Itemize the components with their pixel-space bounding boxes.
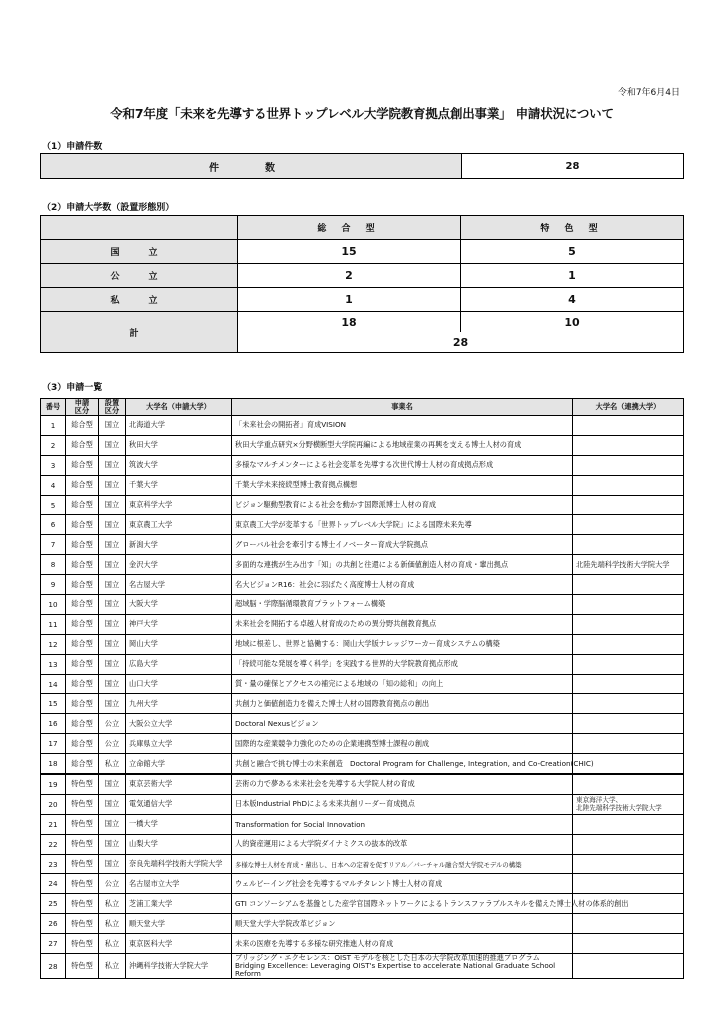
setting-type: 公立 <box>99 874 126 894</box>
setting-type: 私立 <box>99 954 126 979</box>
project-name: 未来の医療を先導する多様な研究推進人材の育成 <box>232 934 573 954</box>
applicant-university: 奈良先端科学技術大学院大学 <box>126 854 232 874</box>
application-type: 総合型 <box>66 555 99 575</box>
tokushoku-value: 5 <box>461 240 684 264</box>
table-row <box>41 515 684 535</box>
application-type: 特色型 <box>66 914 99 934</box>
project-name: 質・量の確保とアクセスの補完による地域の「知の総和」の向上 <box>232 674 573 694</box>
row-number: 20 <box>41 794 66 814</box>
table-row <box>41 754 684 774</box>
application-type: 総合型 <box>66 634 99 654</box>
setting-type: 国立 <box>99 614 126 634</box>
project-name: 超域脳・学際脳循環教育プラットフォーム構築 <box>232 595 573 615</box>
table-row <box>41 794 684 814</box>
row-number: 1 <box>41 416 66 436</box>
row-number: 26 <box>41 914 66 934</box>
applicant-university: 筑波大学 <box>126 455 232 475</box>
corner-cell <box>41 216 238 240</box>
applicant-university: 秋田大学 <box>126 435 232 455</box>
application-type: 総合型 <box>66 416 99 436</box>
col-partner: 大学名（連携大学） <box>573 399 684 416</box>
row-number: 25 <box>41 894 66 914</box>
setting-type: 国立 <box>99 515 126 535</box>
table-row <box>41 874 684 894</box>
partner-university <box>573 934 684 954</box>
university-count-table <box>40 215 684 353</box>
applicant-university: 兵庫県立大学 <box>126 734 232 754</box>
col-univ: 大学名（申請大学） <box>126 399 232 416</box>
row-label: 公 立 <box>41 264 238 288</box>
table-row <box>41 555 684 575</box>
table-row <box>41 834 684 854</box>
project-name: ビジョン駆動型教育による社会を動かす国際派博士人材の育成 <box>232 495 573 515</box>
partner-university <box>573 914 684 934</box>
table-row <box>41 495 684 515</box>
applicant-university: 広島大学 <box>126 654 232 674</box>
col-no: 番号 <box>41 399 66 416</box>
partner-university <box>573 535 684 555</box>
application-type: 特色型 <box>66 814 99 834</box>
table-row <box>41 774 684 794</box>
row-number: 6 <box>41 515 66 535</box>
document-date: 令和7年6月4日 <box>617 88 680 98</box>
row-number: 3 <box>41 455 66 475</box>
partner-university <box>573 614 684 634</box>
project-name: ブリッジング・エクセレンス：OIST モデルを核とした日本の大学院改革加速的推進プログラム Bridging Excellence: Leveraging OIST's Expertise to accelerate National Graduate School Reform <box>232 954 573 979</box>
project-name: 共創力と価値創造力を備えた博士人材の国際教育拠点の創出 <box>232 694 573 714</box>
row-number: 23 <box>41 854 66 874</box>
row-number: 10 <box>41 595 66 615</box>
col-project: 事業名 <box>232 399 573 416</box>
application-list-table <box>40 398 684 979</box>
setting-type: 国立 <box>99 854 126 874</box>
setting-type: 国立 <box>99 834 126 854</box>
partner-university <box>573 634 684 654</box>
row-number: 7 <box>41 535 66 555</box>
applicant-university: 千葉大学 <box>126 475 232 495</box>
partner-university <box>573 954 684 979</box>
application-type: 特色型 <box>66 794 99 814</box>
application-count-table <box>40 153 684 179</box>
setting-type: 私立 <box>99 914 126 934</box>
application-type: 総合型 <box>66 455 99 475</box>
applicant-university: 沖縄科学技術大学院大学 <box>126 954 232 979</box>
application-type: 総合型 <box>66 475 99 495</box>
application-type: 総合型 <box>66 575 99 595</box>
partner-university <box>573 734 684 754</box>
partner-university <box>573 714 684 734</box>
table-row <box>41 416 684 436</box>
applicant-university: 名古屋市立大学 <box>126 874 232 894</box>
applicant-university: 東京医科大学 <box>126 934 232 954</box>
table-row <box>41 914 684 934</box>
applicant-university: 新潟大学 <box>126 535 232 555</box>
row-number: 5 <box>41 495 66 515</box>
col-type: 申請 区分 <box>66 399 99 416</box>
row-number: 8 <box>41 555 66 575</box>
partner-university <box>573 416 684 436</box>
application-type: 総合型 <box>66 734 99 754</box>
table-row <box>41 694 684 714</box>
sogo-value: 1 <box>238 288 461 312</box>
row-number: 18 <box>41 754 66 774</box>
row-number: 16 <box>41 714 66 734</box>
project-name: 国際的な産業競争力強化のための企業連携型博士課程の創成 <box>232 734 573 754</box>
table-row <box>41 854 684 874</box>
partner-university <box>573 654 684 674</box>
applicant-university: 東京農工大学 <box>126 515 232 535</box>
applicant-university: 順天堂大学 <box>126 914 232 934</box>
partner-university <box>573 595 684 615</box>
project-name: 人的資産運用による大学院ダイナミクスの抜本的改革 <box>232 834 573 854</box>
tokushoku-value: 1 <box>461 264 684 288</box>
applicant-university: 岡山大学 <box>126 634 232 654</box>
partner-university: 東京海洋大学、 北陸先端科学技術大学院大学 <box>573 794 684 814</box>
partner-university <box>573 455 684 475</box>
applicant-university: 芝浦工業大学 <box>126 894 232 914</box>
table-row <box>41 634 684 654</box>
partner-university <box>573 674 684 694</box>
total-sogo: 18 <box>238 312 461 333</box>
partner-university <box>573 774 684 794</box>
col-setting: 設置 区分 <box>99 399 126 416</box>
setting-type: 国立 <box>99 654 126 674</box>
setting-type: 国立 <box>99 814 126 834</box>
table-row <box>41 654 684 674</box>
application-type: 特色型 <box>66 774 99 794</box>
applicant-university: 名古屋大学 <box>126 575 232 595</box>
applicant-university: 九州大学 <box>126 694 232 714</box>
setting-type: 国立 <box>99 674 126 694</box>
partner-university <box>573 874 684 894</box>
row-number: 9 <box>41 575 66 595</box>
row-number: 12 <box>41 634 66 654</box>
project-name: Transformation for Social Innovation <box>232 814 573 834</box>
project-name: GTI コンソーシアムを基盤とした産学官国際ネットワークによるトランスファラブルスキルを備えた博士人材の体系的創出 <box>232 894 573 914</box>
partner-university <box>573 475 684 495</box>
document-title: 令和7年度「未来を先導する世界トップレベル大学院教育拠点創出事業」 申請状況について <box>110 106 614 121</box>
application-type: 総合型 <box>66 754 99 774</box>
application-type: 総合型 <box>66 694 99 714</box>
row-number: 21 <box>41 814 66 834</box>
application-type: 総合型 <box>66 535 99 555</box>
setting-type: 国立 <box>99 555 126 575</box>
application-type: 総合型 <box>66 515 99 535</box>
applicant-university: 大阪大学 <box>126 595 232 615</box>
application-type: 総合型 <box>66 674 99 694</box>
application-type: 総合型 <box>66 614 99 634</box>
setting-type: 国立 <box>99 535 126 555</box>
applicant-university: 金沢大学 <box>126 555 232 575</box>
applicant-university: 神戸大学 <box>126 614 232 634</box>
section1-heading: （1）申請件数 <box>42 142 103 152</box>
tokushoku-value: 4 <box>461 288 684 312</box>
project-name: 「持続可能な発展を導く科学」を実践する世界的大学院教育拠点形成 <box>232 654 573 674</box>
table-row <box>41 575 684 595</box>
setting-type: 国立 <box>99 794 126 814</box>
setting-type: 公立 <box>99 734 126 754</box>
row-number: 13 <box>41 654 66 674</box>
table-row <box>41 814 684 834</box>
application-type: 総合型 <box>66 654 99 674</box>
project-name: 東京農工大学が変革する「世界トップレベル大学院」による国際未来先導 <box>232 515 573 535</box>
count-value: 28 <box>462 154 684 179</box>
setting-type: 国立 <box>99 595 126 615</box>
table-row <box>41 934 684 954</box>
project-name: 名大ビジョンR16：社会に羽ばたく高度博士人材の育成 <box>232 575 573 595</box>
table-row <box>41 614 684 634</box>
row-number: 28 <box>41 954 66 979</box>
table-row <box>41 535 684 555</box>
applicant-university: 大阪公立大学 <box>126 714 232 734</box>
row-number: 11 <box>41 614 66 634</box>
table-row <box>41 714 684 734</box>
setting-type: 国立 <box>99 435 126 455</box>
grand-total: 28 <box>238 332 684 353</box>
table-row <box>41 475 684 495</box>
applicant-university: 一橋大学 <box>126 814 232 834</box>
project-name: 千葉大学未来接続型博士教育拠点構想 <box>232 475 573 495</box>
table-row <box>41 435 684 455</box>
project-name: 順天堂大学大学院改革ビジョン <box>232 914 573 934</box>
partner-university <box>573 834 684 854</box>
row-number: 4 <box>41 475 66 495</box>
application-type: 総合型 <box>66 595 99 615</box>
applicant-university: 北海道大学 <box>126 416 232 436</box>
partner-university <box>573 435 684 455</box>
partner-university <box>573 495 684 515</box>
sogo-value: 2 <box>238 264 461 288</box>
setting-type: 私立 <box>99 934 126 954</box>
row-number: 17 <box>41 734 66 754</box>
application-type: 特色型 <box>66 854 99 874</box>
total-tokushoku: 10 <box>461 312 684 333</box>
setting-type: 国立 <box>99 475 126 495</box>
row-number: 22 <box>41 834 66 854</box>
project-name: 地域に根差し、世界と協働する：岡山大学版ナレッジワーカー育成システムの構築 <box>232 634 573 654</box>
project-name: 芸術の力で夢ある未来社会を先導する大学院人材の育成 <box>232 774 573 794</box>
setting-type: 国立 <box>99 634 126 654</box>
project-name: 日本版Industrial PhDによる未来共創リーダー育成拠点 <box>232 794 573 814</box>
project-name: 未来社会を開拓する卓越人材育成のための異分野共創教育拠点 <box>232 614 573 634</box>
application-type: 特色型 <box>66 834 99 854</box>
project-name: Doctoral Nexusビジョン <box>232 714 573 734</box>
section3-heading: （3）申請一覧 <box>42 383 103 393</box>
row-number: 27 <box>41 934 66 954</box>
tokushoku-header: 特 色 型 <box>461 216 684 240</box>
row-number: 19 <box>41 774 66 794</box>
partner-university: 北陸先端科学技術大学院大学 <box>573 555 684 575</box>
table-row <box>41 894 684 914</box>
partner-university <box>573 814 684 834</box>
setting-type: 国立 <box>99 416 126 436</box>
setting-type: 国立 <box>99 495 126 515</box>
applicant-university: 山梨大学 <box>126 834 232 854</box>
applicant-university: 立命館大学 <box>126 754 232 774</box>
partner-university <box>573 694 684 714</box>
project-name: 秋田大学重点研究×分野横断型大学院再編による地域産業の再興を支える博士人材の育成 <box>232 435 573 455</box>
application-type: 特色型 <box>66 954 99 979</box>
table-row <box>41 674 684 694</box>
project-name: グローバル社会を牽引する博士イノベーター育成大学院拠点 <box>232 535 573 555</box>
table-row <box>41 455 684 475</box>
setting-type: 私立 <box>99 894 126 914</box>
applicant-university: 東京芸術大学 <box>126 774 232 794</box>
project-name: ウェルビーイング社会を先導するマルチタレント博士人材の育成 <box>232 874 573 894</box>
section2-heading: （2）申請大学数（設置形態別） <box>42 203 175 213</box>
application-type: 総合型 <box>66 495 99 515</box>
setting-type: 国立 <box>99 694 126 714</box>
project-name: 多面的な連携が生み出す「知」の共創と往還による新価値創造人材の育成・輩出拠点 <box>232 555 573 575</box>
applicant-university: 東京科学大学 <box>126 495 232 515</box>
application-type: 特色型 <box>66 934 99 954</box>
row-number: 24 <box>41 874 66 894</box>
application-type: 総合型 <box>66 435 99 455</box>
project-name: 共創と融合で挑む博士の未来創造 Doctoral Program for Challenge, Integration, and Co-Creation(CHIC) <box>232 754 573 774</box>
partner-university <box>573 575 684 595</box>
row-number: 14 <box>41 674 66 694</box>
total-label: 計 <box>41 312 238 353</box>
project-name: 多様な博士人材を育成・輩出し、日本への定着を促すリアル／バーチャル融合型大学院モデルの構築 <box>232 854 573 874</box>
setting-type: 国立 <box>99 774 126 794</box>
project-name: 「未来社会の開拓者」育成VISION <box>232 416 573 436</box>
applicant-university: 山口大学 <box>126 674 232 694</box>
sogo-value: 15 <box>238 240 461 264</box>
row-number: 2 <box>41 435 66 455</box>
table-row <box>41 595 684 615</box>
table-row <box>41 954 684 979</box>
setting-type: 公立 <box>99 714 126 734</box>
setting-type: 国立 <box>99 575 126 595</box>
partner-university <box>573 854 684 874</box>
project-name: 多様なマルチメンターによる社会変革を先導する次世代博士人材の育成拠点形成 <box>232 455 573 475</box>
applicant-university: 電気通信大学 <box>126 794 232 814</box>
application-type: 特色型 <box>66 874 99 894</box>
partner-university <box>573 515 684 535</box>
setting-type: 私立 <box>99 754 126 774</box>
application-type: 特色型 <box>66 894 99 914</box>
count-label: 件 数 <box>41 154 462 179</box>
sogo-header: 総 合 型 <box>238 216 461 240</box>
application-type: 総合型 <box>66 714 99 734</box>
table-row <box>41 734 684 754</box>
setting-type: 国立 <box>99 455 126 475</box>
row-label: 国 立 <box>41 240 238 264</box>
row-label: 私 立 <box>41 288 238 312</box>
row-number: 15 <box>41 694 66 714</box>
